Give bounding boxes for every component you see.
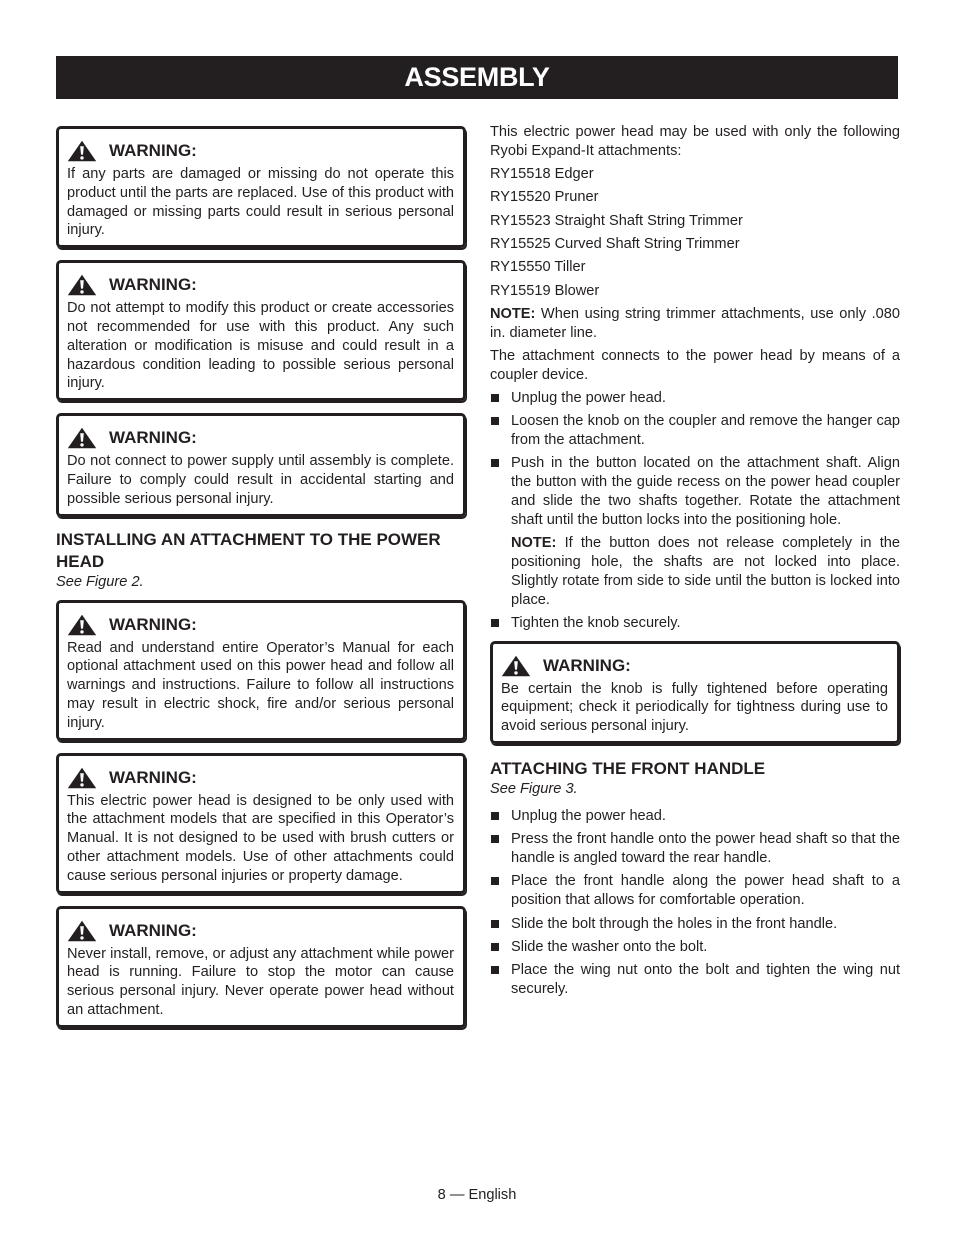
warning-label: WARNING: bbox=[109, 920, 197, 940]
warning-triangle-icon bbox=[67, 274, 97, 296]
attachment-model-item: RY15550 Tiller bbox=[490, 259, 586, 276]
attachment-model-item: RY15520 Pruner bbox=[490, 189, 599, 206]
attachment-model-item: RY15523 Straight Shaft String Trimmer bbox=[490, 212, 743, 229]
note-line-diameter bbox=[490, 305, 900, 343]
warning-triangle-icon bbox=[67, 140, 97, 162]
warning-header bbox=[67, 140, 454, 162]
warning-text: Read and understand entire Operator’s Manual for each optional attachment used on this power head and follow all warnings and instructions. Failure to follow all instructions may result in electric shock, fire and/or serious personal injury. bbox=[67, 639, 454, 731]
list-item: Push in the button located on the attachment shaft. Align the button with the guide recess on the power head coupler and slide the two shafts together. Rotate the attachment shaft until the button locks into the positioning hole. bbox=[490, 454, 900, 529]
list-item: Place the wing nut onto the bolt and tighten the wing nut securely. bbox=[490, 961, 900, 999]
warning-box bbox=[56, 126, 466, 248]
warning-label: WARNING: bbox=[109, 767, 197, 787]
list-item: Slide the washer onto the bolt. bbox=[490, 938, 900, 957]
warning-label: WARNING: bbox=[109, 141, 197, 160]
warning-text: Be certain the knob is fully tightened before operating equipment; check it periodically for tightness during use to avoid serious personal injury. bbox=[501, 680, 888, 735]
warning-triangle-icon bbox=[67, 920, 97, 942]
warning-text: Never install, remove, or adjust any attachment while power head is running. Failure to stop the motor can cause serious personal injury. Never operate power head without an attachment. bbox=[67, 945, 454, 1018]
note-button-release bbox=[490, 534, 900, 609]
install-steps-list-continued bbox=[490, 614, 900, 633]
warning-triangle-icon bbox=[67, 427, 97, 449]
left-warnings-top bbox=[56, 126, 466, 517]
warning-header bbox=[501, 655, 888, 677]
attachment-model-item: RY15525 Curved Shaft String Trimmer bbox=[490, 235, 740, 252]
warning-label: WARNING: bbox=[109, 428, 197, 448]
section-title-installing: INSTALLING AN ATTACHMENT TO THE POWER HEAD bbox=[56, 529, 441, 571]
left-column bbox=[56, 126, 466, 1040]
note-text: If the button does not release completely in the positioning hole, the shafts are not locked into place. Slightly rotate from side to side until the button is locked into place. bbox=[511, 535, 900, 608]
right-warning bbox=[490, 641, 900, 744]
figure-reference: See Figure 3. bbox=[490, 781, 578, 798]
note-text: When using string trimmer attachments, use only .080 in. diameter line. bbox=[490, 305, 900, 341]
page-footer: 8 — English bbox=[437, 1187, 517, 1203]
list-item: Unplug the power head. bbox=[490, 389, 900, 408]
warning-header bbox=[67, 920, 454, 942]
warning-text: This electric power head is designed to be only used with the attachment models that are specified in this Operator’s Manual. It is not designed to be used with brush cutters or other attachment models. Use of other attachments could cause serious personal injuries or property damage. bbox=[67, 792, 454, 884]
warning-header bbox=[67, 614, 454, 636]
list-item: Unplug the power head. bbox=[490, 807, 900, 826]
attachment-model-item: RY15518 Edger bbox=[490, 166, 594, 183]
note-label: NOTE: bbox=[490, 305, 536, 322]
intro-paragraph: This electric power head may be used with only the following Ryobi Expand-It attachments: bbox=[490, 124, 900, 159]
section-title-front-handle: ATTACHING THE FRONT HANDLE bbox=[490, 759, 766, 779]
warning-box bbox=[490, 641, 900, 744]
attachment-model-item: RY15519 Blower bbox=[490, 282, 600, 299]
warning-box bbox=[56, 413, 466, 516]
warning-triangle-icon bbox=[67, 614, 97, 636]
warning-box bbox=[56, 753, 466, 894]
left-warnings-bottom bbox=[56, 600, 466, 1028]
warning-box bbox=[56, 906, 466, 1028]
warning-text: Do not connect to power supply until assembly is complete. Failure to comply could result in accidental starting and possible serious personal injury. bbox=[67, 453, 454, 507]
page-title: ASSEMBLY bbox=[56, 56, 898, 99]
warning-triangle-icon bbox=[67, 767, 97, 789]
list-item: Slide the bolt through the holes in the front handle. bbox=[490, 915, 900, 934]
list-item: Loosen the knob on the coupler and remove the hanger cap from the attachment. bbox=[490, 412, 900, 450]
warning-box bbox=[56, 600, 466, 741]
warning-triangle-icon bbox=[501, 655, 531, 677]
warning-label: WARNING: bbox=[543, 655, 631, 675]
install-steps-list bbox=[490, 389, 900, 530]
warning-header bbox=[67, 427, 454, 449]
coupler-paragraph: The attachment connects to the power head by means of a coupler device. bbox=[490, 347, 900, 383]
figure-reference: See Figure 2. bbox=[56, 573, 144, 590]
warning-box bbox=[56, 260, 466, 401]
front-handle-steps-list bbox=[490, 807, 900, 999]
list-item: Place the front handle along the power head shaft to a position that allows for comfortable operation. bbox=[490, 872, 900, 910]
warning-header bbox=[67, 767, 454, 789]
list-item: Press the front handle onto the power head shaft so that the handle is angled toward the rear handle. bbox=[490, 830, 900, 868]
warning-header bbox=[67, 274, 454, 296]
warning-text: Do not attempt to modify this product or create accessories not recommended for use with this product. Any such alteration or modification is misuse and could result in a hazardous condition leading to possible serious personal injury. bbox=[67, 300, 454, 392]
warning-label: WARNING: bbox=[109, 614, 197, 634]
warning-text: If any parts are damaged or missing do not operate this product until the parts are replaced. Use of this product with damaged or missing parts could result in serious personal injury. bbox=[67, 166, 454, 239]
warning-label: WARNING: bbox=[109, 275, 197, 295]
list-item: Tighten the knob securely. bbox=[490, 614, 900, 633]
note-label: NOTE: bbox=[511, 535, 557, 552]
right-column bbox=[490, 123, 900, 1003]
attachment-model-list bbox=[490, 165, 900, 300]
